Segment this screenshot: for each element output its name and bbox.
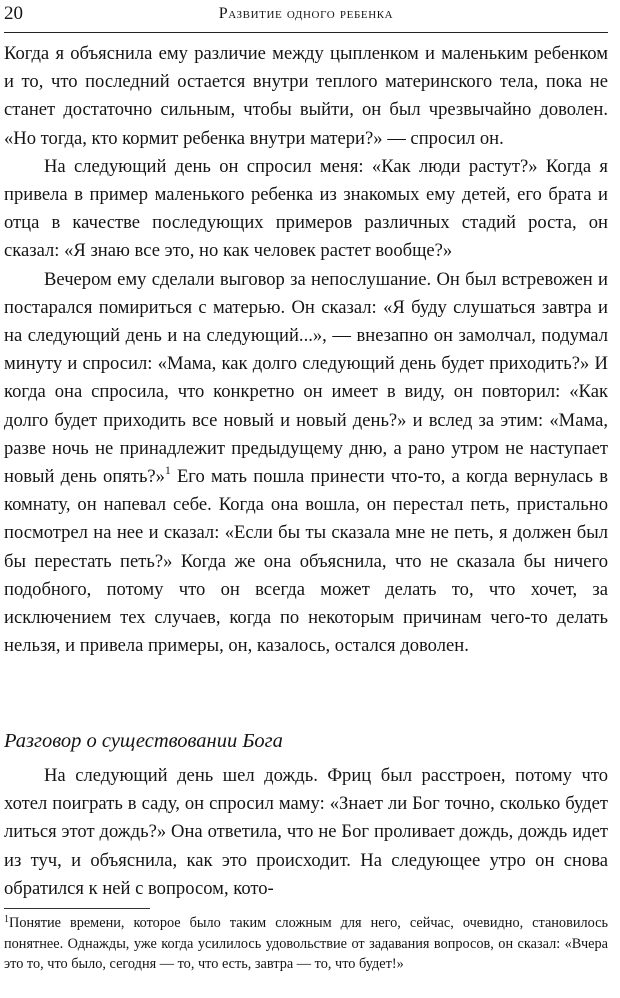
paragraph-text: Вечером ему сделали выговор за непослушание. Он был встревожен и постарался помириться с матерью. Он сказал: «Я буду слушаться завтра и на следующий день и на следующий...», — внезапно он замолчал, подумал минуту и спросил: «Мама, как долго следующий день будет приходить?» И когда она спросила, что конкретно он имеет в виду, он повторил: «Как долго будет приходить все новый и новый день?» и вслед за этим: «Мама, разве ночь не принадлежит предыдущему дню, а рано утром не наступает новый день опять?» [4,268,608,488]
section-heading: Разговор о существовании Бога [4,730,283,752]
main-text [4,40,608,660]
running-title: Развитие одного ребенка [218,5,394,22]
paragraph: Когда я объяснила ему различие между цыпленком и маленьким ребенком и то, что последний остается внутри теплого материнского тела, пока не станет достаточно сильным, чтобы выйти, он был чрезвычайно доволен. «Но тогда, кто кормит ребенка внутри матери?» — спросил он. [4,43,608,149]
paragraph [4,266,608,661]
footnote-divider [4,908,150,909]
footnote-number: 1 [4,914,9,925]
page-number: 20 [4,3,23,24]
paragraph-continuation: Его мать пошла принести что-то, а когда вернулась в комнату, он напевал себе. Когда она вошла, он перестал петь, пристально посмотрел на нее и сказал: «Если бы ты сказала мне не петь, я должен был бы перестать петь?» Когда же она объяснила, что не сказала бы ничего подобного, потому что он всегда может делать то, что хочет, за исключением тех случаев, когда по некоторым причинам чего-то делать нельзя, и привела примеры, он, казалось, остался доволен. [4,466,608,657]
paragraph: На следующий день он спросил меня: «Как люди растут?» Когда я привела в пример маленького ребенка из знакомых ему детей, его брата и отца в качестве последующих примеров различных стадий роста, он сказал: «Я знаю все это, но как человек растет вообще?» [4,155,608,262]
footnote [4,913,608,975]
paragraph: На следующий день шел дождь. Фриц был расстроен, потому что хотел поиграть в саду, он спросил маму: «Знает ли Бог точно, сколько будет литься этот дождь?» Она ответила, что не Бог проливает дождь, дождь идет из туч, и объяснила, как это происходит. На следующее утро он снова обратился к ней с вопросом, кото- [4,765,608,899]
section-text [4,762,608,903]
footnote-reference: 1 [164,465,171,478]
running-header [4,0,608,33]
footnote-text: Понятие времени, которое было таким сложным для него, сейчас, очевидно, становилось понятнее. Однажды, уже когда усилилось удовольствие от задавания вопросов, он сказал: «Вчера это то, что было, сегодня — то, что есть, завтра — то, что будет!» [4,915,608,972]
